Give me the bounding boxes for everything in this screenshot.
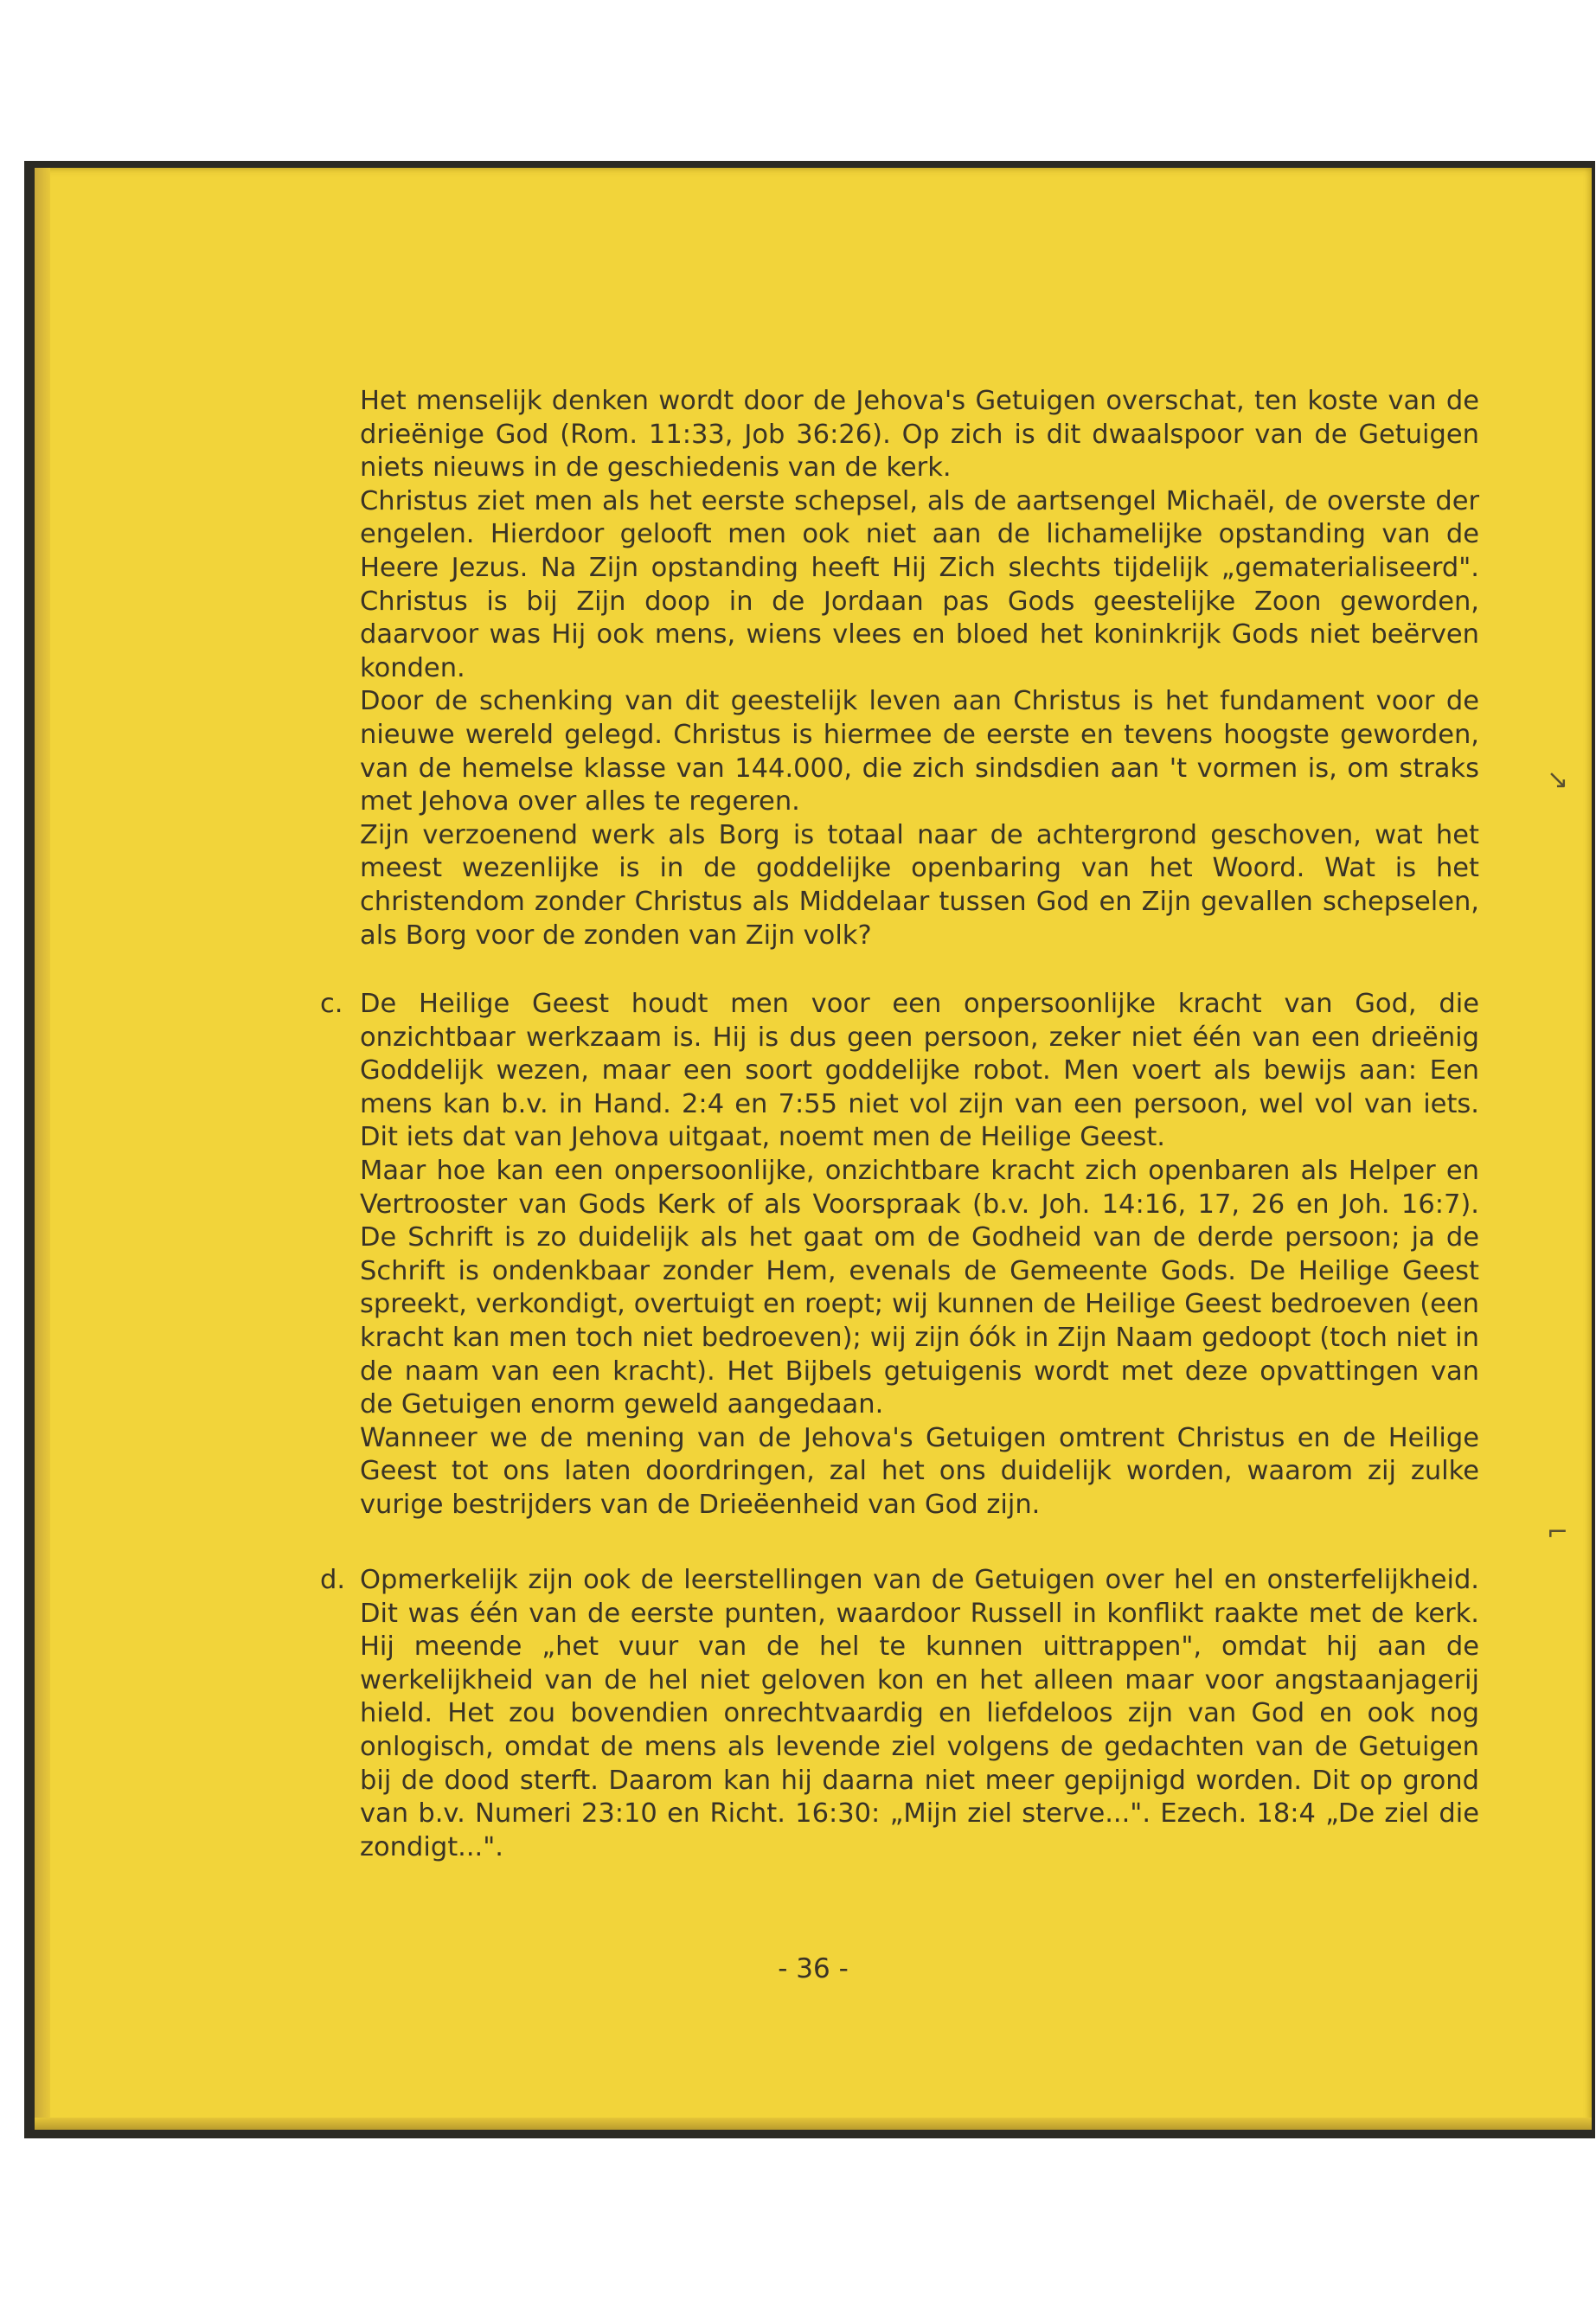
paragraph: Maar hoe kan een onpersoonlijke, onzichtbare kracht zich openbaren als Helper en Vertrooster van Gods Kerk of als Voorspraak (b.v. Joh. 14:16, 17, 26 en Joh. 16:7). De Schrift is zo duidelijk als het gaat om de Godheid van de derde persoon; ja de Schrift is ondenkbaar zonder Hem, evenals de Gemeente Gods. De Heilige Geest spreekt, verkondigt, overtuigt en roept; wij kunnen de Heilige Geest bedroeven (een kracht kan men toch niet bedroeven); wij zijn óók in Zijn Naam gedoopt (toch niet in de naam van een kracht). Het Bijbels getuigenis wordt met deze opvattingen van de Getuigen enorm geweld aangedaan.: [360, 1155, 1479, 1420]
margin-pencil-mark: ↘: [1547, 765, 1569, 795]
page-bottom-edge: [35, 2118, 1592, 2130]
paragraph: Door de schenking van dit geestelijk leven aan Christus is het fundament voor de nieuwe wereld gelegd. Christus is hiermee de eerste en tevens hoogste geworden, van de hemelse klasse van 144.000, die zich sindsdien aan 't vormen is, om straks met Jehova over alles te regeren.: [360, 686, 1479, 817]
paragraph: Wanneer we de mening van de Jehova's Getuigen omtrent Christus en de Heilige Geest tot ons laten doordringen, zal het ons duidelijk worden, waarom zij zulke vurige bestrijders van de Drieëenheid van God zijn.: [360, 1422, 1479, 1520]
section-d: [360, 1564, 1479, 1864]
paragraph: Het menselijk denken wordt door de Jehova's Getuigen overschat, ten koste van de drieënige God (Rom. 11:33, Job 36:26). Op zich is dit dwaalspoor van de Getuigen niets nieuws in de geschiedenis van de kerk.: [360, 386, 1479, 484]
section-c-marker: c.: [320, 989, 343, 1019]
page-binding-edge: [35, 168, 50, 2130]
paragraph: Zijn verzoenend werk als Borg is totaal naar de achtergrond geschoven, wat het meest wezenlijke is in de goddelijke openbaring van het Woord. Wat is het christendom zonder Christus als Middelaar tussen God en Zijn gevallen schepselen, als Borg voor de zonden van Zijn volk?: [360, 819, 1479, 951]
paragraph: Christus ziet men als het eerste schepsel, als de aartsengel Michaël, de overste der engelen. Hierdoor gelooft men ook niet aan de lichamelijke opstanding van de Heere Jezus. Na Zijn opstanding heeft Hij Zich slechts tijdelijk „gematerialiseerd". Christus is bij Zijn doop in de Jordaan pas Gods geestelijke Zoon geworden, daarvoor was Hij ook mens, wiens vlees en bloed het koninkrijk Gods niet beërven konden.: [360, 485, 1479, 683]
document-page: [35, 168, 1592, 2130]
paragraph: De Heilige Geest houdt men voor een onpersoonlijke kracht van God, die onzichtbaar werkzaam is. Hij is dus geen persoon, zeker niet één van een drieënig Goddelijk wezen, maar een soort goddelijke robot. Men voert als bewijs aan: Een mens kan b.v. in Hand. 2:4 en 7:55 niet vol zijn van een persoon, wel vol van iets. Dit iets dat van Jehova uitgaat, noemt men de Heilige Geest.: [360, 989, 1479, 1153]
section-d-marker: d.: [320, 1565, 346, 1595]
page-number: - 36 -: [778, 1953, 849, 1984]
intro-section: [360, 385, 1479, 952]
paragraph: Opmerkelijk zijn ook de leerstellingen van de Getuigen over hel en onsterfelijkheid. Dit was één van de eerste punten, waardoor Russell in konflikt raakte met de kerk. Hij meende „het vuur van de hel te kunnen uittrappen", omdat hij aan de werkelijkheid van de hel niet geloven kon en het alleen maar voor angstaanjagerij hield. Het zou bovendien onrechtvaardig en liefdeloos zijn van God en ook nog onlogisch, omdat de mens als levende ziel volgens de gedachten van de Getuigen bij de dood sterft. Daarom kan hij daarna niet meer gepijnigd worden. Dit op grond van b.v. Numeri 23:10 en Richt. 16:30: „Mijn ziel sterve...". Ezech. 18:4 „De ziel die zondigt...".: [360, 1565, 1479, 1862]
margin-pencil-mark: ⌐: [1547, 1517, 1569, 1548]
section-c: [360, 988, 1479, 1522]
